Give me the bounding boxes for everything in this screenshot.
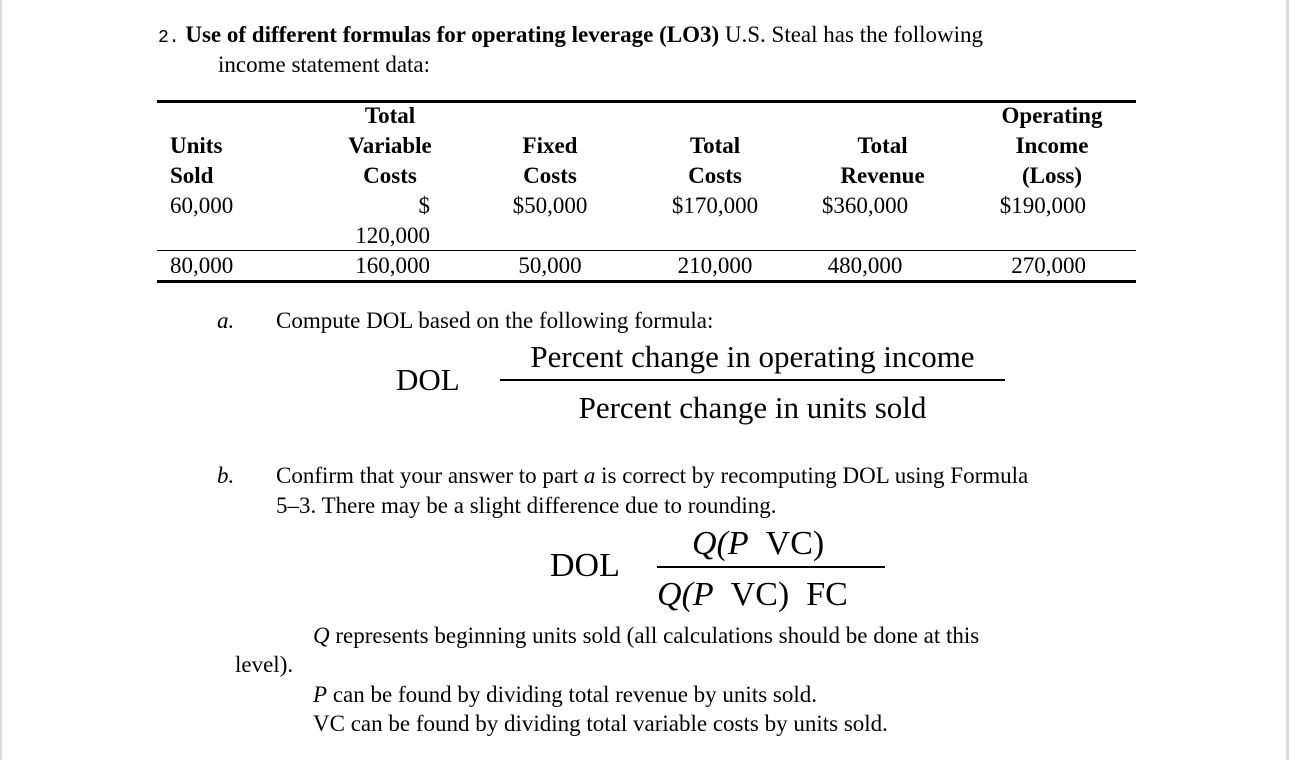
row1-operating-income: $190,000 — [999, 193, 1086, 218]
formula-a-lhs: DOL — [396, 362, 460, 397]
row1-fixed-costs: $50,000 — [512, 193, 588, 218]
header-total-costs: Total Costs — [688, 133, 742, 188]
row1-units-sold: 60,000 — [170, 193, 234, 218]
row2-total-costs: 210,000 — [677, 253, 753, 278]
problem-intro: U.S. Steal has the following — [724, 22, 983, 47]
note-q-continuation: level). — [235, 652, 294, 677]
right-frame-border — [1286, 0, 1289, 760]
header-units: Units Sold — [170, 133, 223, 188]
row2-operating-income: 270,000 — [1011, 253, 1086, 278]
part-b-text-line2: 5–3. There may be a slight difference due to rounding. — [276, 493, 777, 518]
row2-tvc: 160,000 — [355, 253, 430, 278]
part-a-label: a. — [217, 308, 235, 333]
formula-a-numerator: Percent change in operating income — [530, 339, 975, 374]
row1-total-revenue: $360,000 — [821, 193, 909, 218]
part-a-text: Compute DOL based on the following formula: — [276, 308, 714, 333]
header-operating-income: Operating Income (Loss) — [1001, 103, 1103, 188]
row2-fixed-costs: 50,000 — [518, 253, 582, 278]
formula-b-lhs: DOL — [550, 547, 620, 584]
row1-tvc-dollar: $ — [418, 193, 430, 218]
note-q-line: Q represents beginning units sold (all calculations should be done at this — [313, 623, 980, 648]
note-vc-line: VC can be found by dividing total variable costs by units sold. — [313, 711, 888, 736]
problem-heading — [158, 20, 983, 53]
part-b-text-line1: Confirm that your answer to part a is correct by recomputing DOL using Formula — [276, 463, 1029, 488]
row1-total-costs: $170,000 — [671, 193, 759, 218]
header-total-revenue: Total Revenue — [840, 133, 925, 188]
row2-units-sold: 80,000 — [170, 253, 234, 278]
problem-number: 2. — [158, 28, 180, 48]
row2-total-revenue: 480,000 — [827, 253, 903, 278]
formula-a-denominator: Percent change in units sold — [578, 390, 927, 425]
row1-tvc-value: 120,000 — [355, 223, 430, 248]
problem-title: Use of different formulas for operating leverage (LO3) — [185, 22, 720, 47]
problem-intro-line2: income statement data: — [218, 52, 431, 77]
header-fixed-costs: Fixed Costs — [522, 133, 578, 188]
formula-a-fraction-bar — [500, 379, 1005, 381]
formula-b-denominator: Q(P VC) FC — [657, 576, 848, 613]
header-total-variable-costs: Total Variable Costs — [348, 103, 432, 188]
formula-b-numerator: Q(P VC) — [692, 525, 825, 562]
formula-b-fraction-bar — [657, 566, 885, 568]
left-frame-border — [0, 0, 2, 760]
note-p-line: P can be found by dividing total revenue by units sold. — [313, 682, 818, 707]
part-b-label: b. — [217, 463, 235, 488]
